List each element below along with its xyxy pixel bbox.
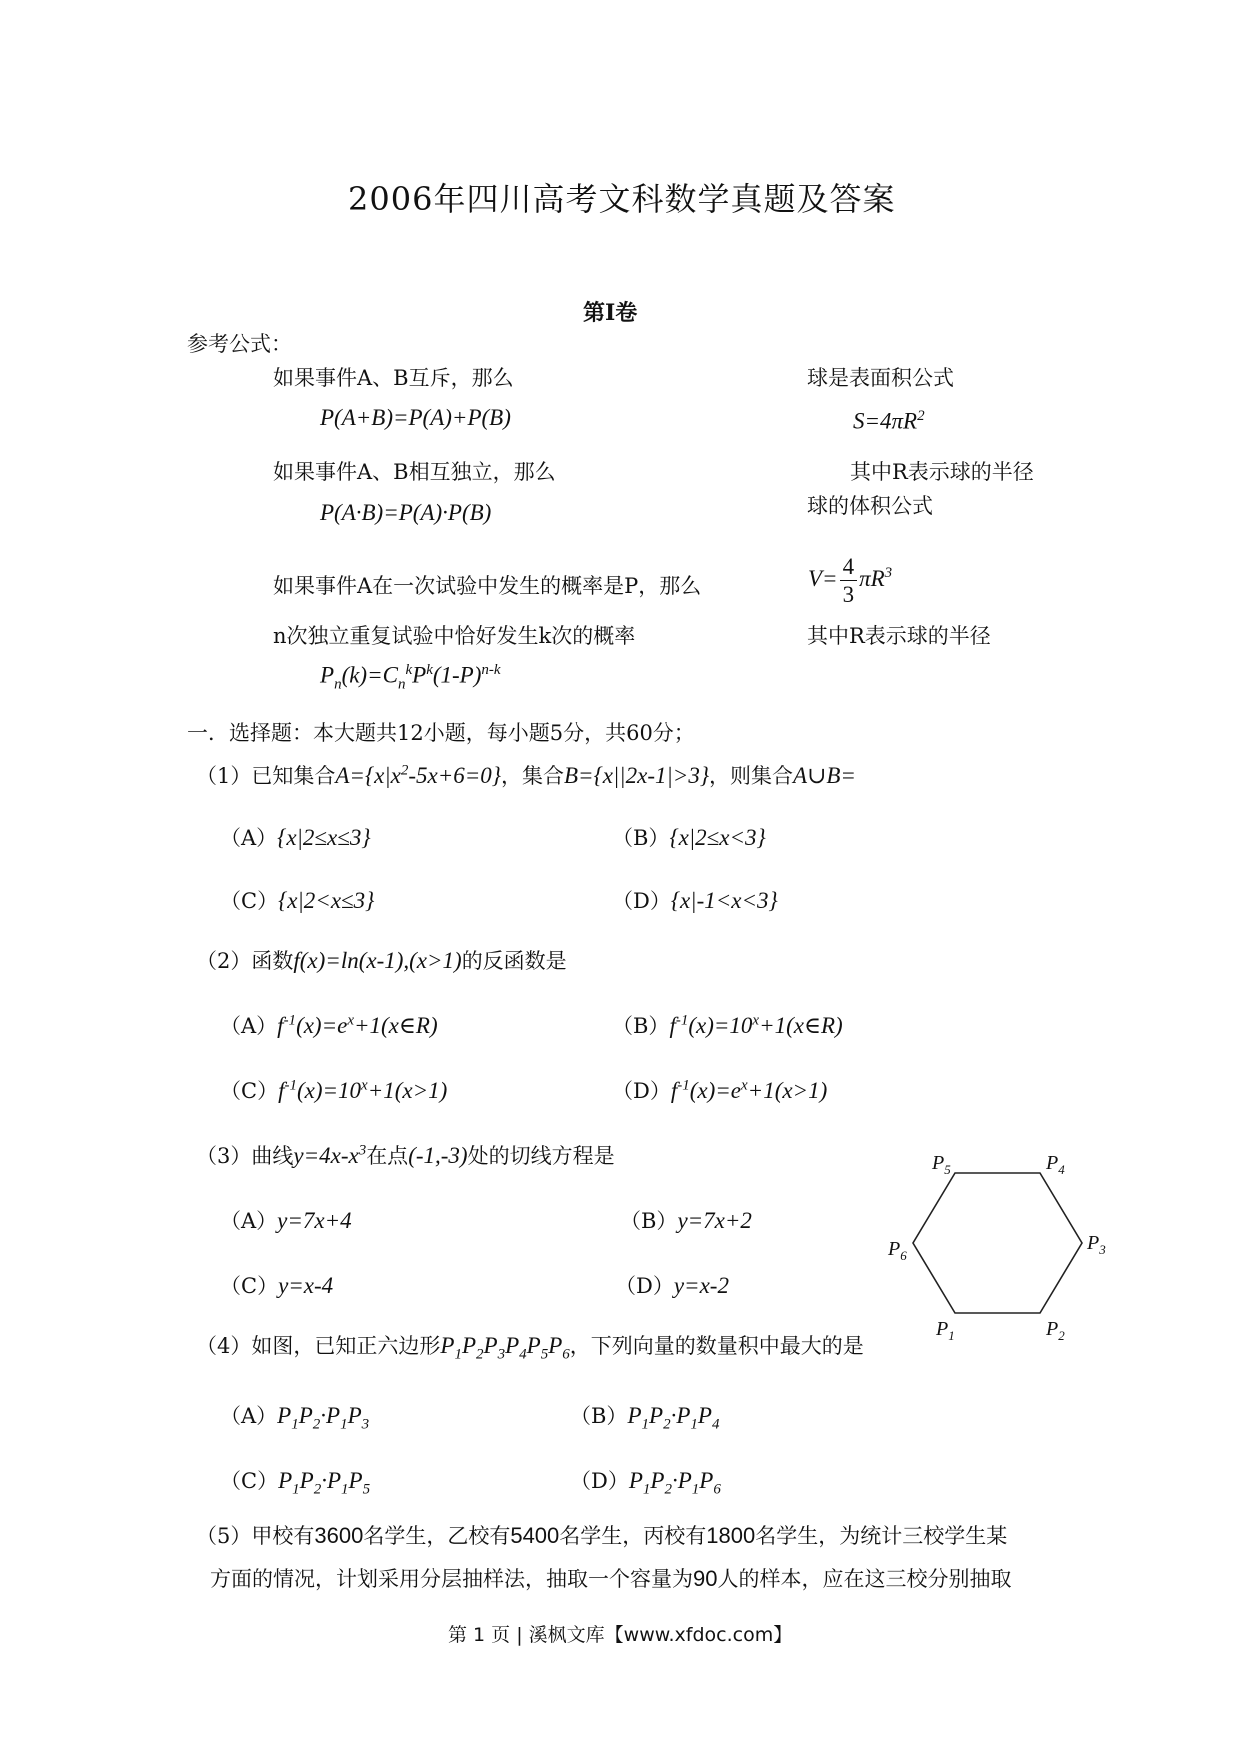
q5-text-b: 名学生，乙校有 xyxy=(363,1524,511,1548)
hexagon-label-p3: $P_3$ xyxy=(1087,1232,1106,1257)
q4-hexagon-name: $P_1P_2P_3P_4P_5P_6$ xyxy=(440,1333,570,1363)
hexagon-label-p2: $P_2$ xyxy=(1046,1318,1065,1343)
q3-option-d-value: y=x-2 xyxy=(673,1273,729,1298)
q5-line-2 xyxy=(210,1563,1011,1593)
section-heading: 第Ⅰ卷 xyxy=(583,300,638,326)
q4-option-a-label: （A） xyxy=(220,1404,278,1428)
q3-option-c-value: y=x-4 xyxy=(278,1273,334,1298)
formula-addition: P(A+B)=P(A)+P(B) xyxy=(320,405,511,430)
q5-number-2: 5400 xyxy=(510,1523,560,1548)
q1-set-a: $A=\{x|x^2-5x+6=0\}$ xyxy=(335,762,501,788)
q3-option-a-value: y=7x+4 xyxy=(277,1208,352,1233)
formula-text-2: 如果事件A、B相互独立，那么 xyxy=(273,460,556,484)
q4-option-c-value: $P_1P_2\cdot P_1P_5$ xyxy=(278,1468,371,1498)
q2-function: f(x)=ln(x-1),(x>1) xyxy=(293,948,462,973)
q3-option-a[interactable] xyxy=(220,1205,352,1235)
q3-stem-text-b: 在点 xyxy=(366,1144,409,1168)
formula-multiplication: P(A·B)=P(A)·P(B) xyxy=(320,500,492,525)
q3-curve: $y=4x-x^3$ xyxy=(293,1142,367,1168)
q1-stem-text-b: ，集合 xyxy=(501,764,564,788)
q3-stem-text-a: （3）曲线 xyxy=(196,1144,294,1168)
q3-point: (-1,-3) xyxy=(408,1143,468,1168)
q5-number-1: 3600 xyxy=(314,1523,364,1548)
q3-stem xyxy=(196,1140,615,1170)
q2-option-b[interactable] xyxy=(612,1010,843,1040)
q4-option-d-value: $P_1P_2\cdot P_1P_6$ xyxy=(628,1468,721,1498)
q2-option-a-label: （A） xyxy=(220,1014,278,1038)
q4-option-c[interactable] xyxy=(220,1465,370,1499)
q5-line-1 xyxy=(196,1520,1007,1550)
q4-option-d-label: （D） xyxy=(570,1469,629,1493)
q4-option-c-label: （C） xyxy=(220,1469,279,1493)
q3-option-b-value: y=7x+2 xyxy=(677,1208,752,1233)
formula-text-r3: 球的体积公式 xyxy=(807,494,933,518)
part1-heading: 一．选择题：本大题共12小题，每小题5分，共60分； xyxy=(187,721,695,745)
q5-number-3: 1800 xyxy=(706,1523,756,1548)
q2-option-a-value: $f^{-1}(x)=e^x+1(x\in R)$ xyxy=(277,1012,438,1038)
q1-option-b-value: {x|2≤x<3} xyxy=(669,825,766,850)
hexagon-label-p5: $P_5$ xyxy=(932,1152,951,1177)
q1-option-d-value: {x|-1<x<3} xyxy=(670,888,778,913)
q1-option-b-label: （B） xyxy=(612,826,670,850)
q3-option-c-label: （C） xyxy=(220,1274,279,1298)
q1-option-c-label: （C） xyxy=(220,889,279,913)
formula-text-1: 如果事件A、B互斥，那么 xyxy=(273,366,514,390)
q4-stem-text-a: （4）如图，已知正六边形 xyxy=(196,1334,441,1358)
q1-option-a[interactable] xyxy=(220,822,371,852)
formulas-label: 参考公式： xyxy=(187,332,292,356)
q3-option-a-label: （A） xyxy=(220,1209,278,1233)
formula-text-4: n次独立重复试验中恰好发生k次的概率 xyxy=(273,624,636,648)
q1-stem-text-c: ，则集合 xyxy=(709,764,794,788)
q4-option-b-label: （B） xyxy=(570,1404,628,1428)
q1-option-a-value: {x|2≤x≤3} xyxy=(277,825,371,850)
q4-option-b-value: $P_1P_2\cdot P_1P_4$ xyxy=(627,1403,720,1433)
hexagon-shape xyxy=(913,1173,1082,1313)
formula-text-r2: 其中R表示球的半径 xyxy=(850,460,1034,484)
formula-binomial: $P_n(k)=C_n^kP^k(1-P)^{n-k}$ xyxy=(320,662,501,693)
q2-option-b-value: $f^{-1}(x)=10^x+1(x\in R)$ xyxy=(669,1012,843,1038)
page-footer: 第 1 页 | 溪枫文库【www.xfdoc.com】 xyxy=(448,1624,793,1646)
q5-text-e: 方面的情况，计划采用分层抽样法，抽取一个容量为 xyxy=(210,1567,693,1591)
q1-option-d-label: （D） xyxy=(612,889,671,913)
q5-text-f: 人的样本，应在这三校分别抽取 xyxy=(717,1567,1012,1591)
q2-stem-text-a: （2）函数 xyxy=(196,949,294,973)
hexagon-label-p1: $P_1$ xyxy=(936,1318,955,1343)
q1-stem xyxy=(196,760,856,790)
q4-stem-text-b: ，下列向量的数量积中最大的是 xyxy=(569,1334,864,1358)
q4-option-a-value: $P_1P_2\cdot P_1P_3$ xyxy=(277,1403,370,1433)
q2-stem xyxy=(196,945,567,975)
q1-union: A∪B= xyxy=(793,763,856,788)
q1-stem-text-a: （1）已知集合 xyxy=(196,764,336,788)
q2-option-a[interactable] xyxy=(220,1010,438,1040)
q1-option-c[interactable] xyxy=(220,885,374,915)
q2-option-d-label: （D） xyxy=(612,1079,671,1103)
q2-option-c-label: （C） xyxy=(220,1079,279,1103)
q2-option-d[interactable] xyxy=(612,1075,827,1105)
q3-option-d[interactable] xyxy=(615,1270,729,1300)
q4-stem xyxy=(196,1330,864,1364)
hexagon-label-p6: $P_6$ xyxy=(888,1238,907,1263)
q2-stem-text-b: 的反函数是 xyxy=(461,949,567,973)
formula-sphere-volume: V= $\frac{4}{3}$ $\pi R^3$ xyxy=(808,554,893,607)
hexagon-label-p4: $P_4$ xyxy=(1046,1152,1065,1177)
q1-option-d[interactable] xyxy=(612,885,778,915)
formula-sphere-area: $S=4\pi R^2$ xyxy=(853,408,925,434)
formula-text-3: 如果事件A在一次试验中发生的概率是P，那么 xyxy=(273,574,702,598)
q5-number-4: 90 xyxy=(693,1566,718,1591)
q2-option-d-value: $f^{-1}(x)=e^x+1(x>1)$ xyxy=(670,1077,828,1103)
q2-option-c-value: $f^{-1}(x)=10^x+1(x>1)$ xyxy=(278,1077,448,1103)
q1-set-b: B={x||2x-1|>3} xyxy=(564,763,710,788)
page-title: 2006年四川高考文科数学真题及答案 xyxy=(348,180,896,218)
q1-option-c-value: {x|2<x≤3} xyxy=(278,888,375,913)
q3-option-b[interactable] xyxy=(620,1205,752,1235)
q3-stem-text-c: 处的切线方程是 xyxy=(467,1144,615,1168)
hexagon-figure xyxy=(880,1145,1120,1355)
q4-option-b[interactable] xyxy=(570,1400,719,1434)
q2-option-b-label: （B） xyxy=(612,1014,670,1038)
q4-option-a[interactable] xyxy=(220,1400,369,1434)
formula-text-r4: 其中R表示球的半径 xyxy=(807,624,991,648)
q5-text-a: （5）甲校有 xyxy=(196,1524,315,1548)
formula-text-r1: 球是表面积公式 xyxy=(807,366,954,390)
q3-option-b-label: （B） xyxy=(620,1209,678,1233)
q2-option-c[interactable] xyxy=(220,1075,447,1105)
q3-option-d-label: （D） xyxy=(615,1274,674,1298)
q5-text-c: 名学生，丙校有 xyxy=(559,1524,707,1548)
q4-option-d[interactable] xyxy=(570,1465,721,1499)
q3-option-c[interactable] xyxy=(220,1270,333,1300)
q1-option-b[interactable] xyxy=(612,822,766,852)
q5-text-d: 名学生，为统计三校学生某 xyxy=(755,1524,1008,1548)
q1-option-a-label: （A） xyxy=(220,826,278,850)
